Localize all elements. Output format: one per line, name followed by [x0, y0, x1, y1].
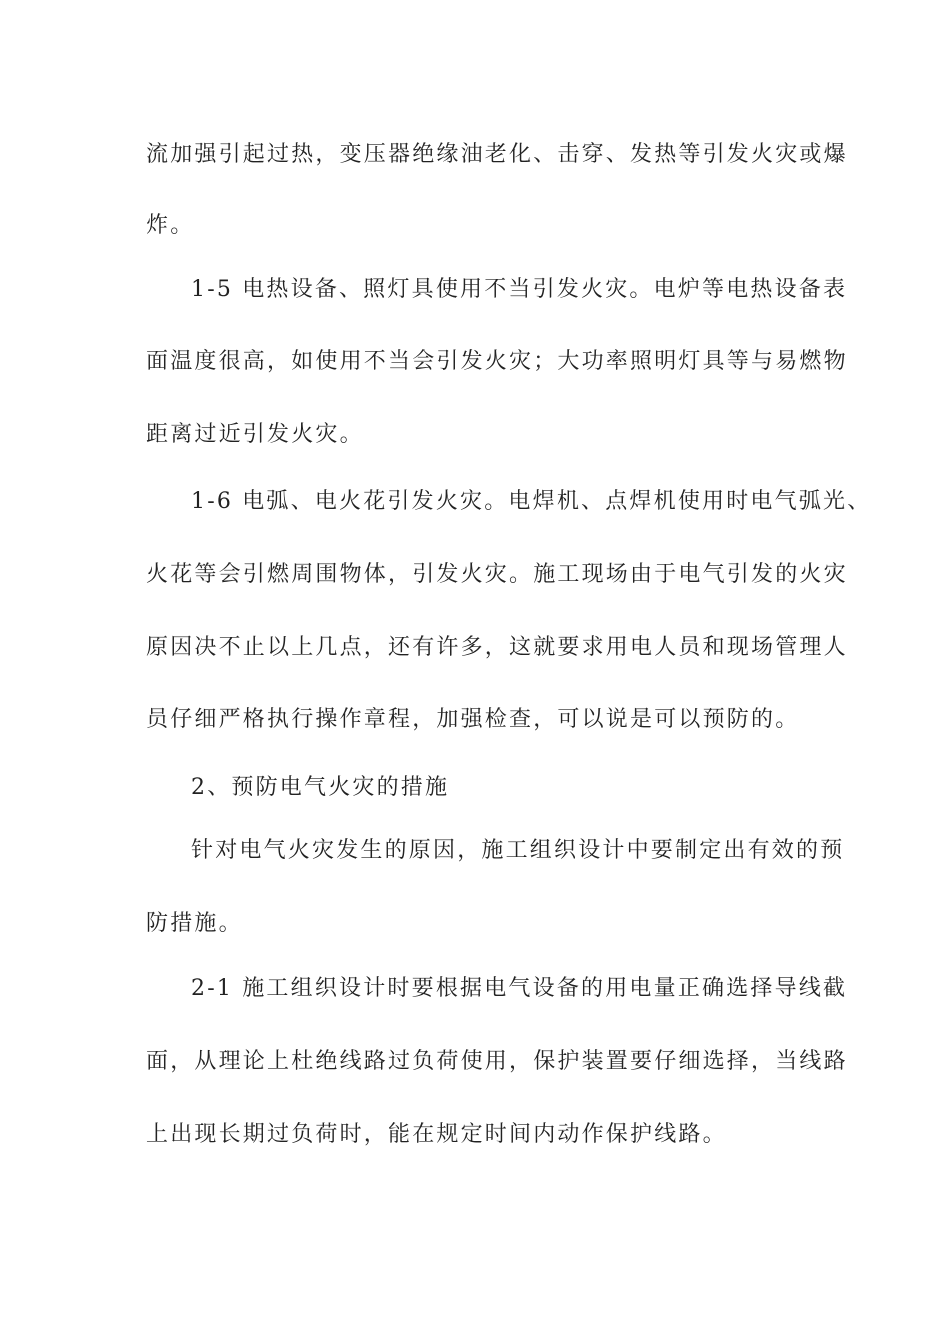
text-line: 上出现长期过负荷时，能在规定时间内动作保护线路。 — [146, 1122, 727, 1147]
text-line: 员仔细严格执行操作章程，加强检查，可以说是可以预防的。 — [146, 707, 800, 732]
text-line: 1-5 电热设备、照灯具使用不当引发火灾。电炉等电热设备表 — [191, 277, 848, 302]
text-line: 炸。 — [146, 213, 195, 238]
text-line: 原因决不止以上几点，还有许多，这就要求用电人员和现场管理人 — [146, 635, 848, 660]
text-line: 面，从理论上杜绝线路过负荷使用，保护装置要仔细选择，当线路 — [146, 1049, 848, 1074]
text-line: 距离过近引发火灾。 — [146, 422, 364, 447]
text-line: 2-1 施工组织设计时要根据电气设备的用电量正确选择导线截 — [191, 976, 848, 1001]
text-line: 1-6 电弧、电火花引发火灾。电焊机、点焊机使用时电气弧光、 — [191, 489, 872, 514]
text-line: 针对电气火灾发生的原因，施工组织设计中要制定出有效的预 — [191, 838, 845, 863]
text-line: 面温度很高，如使用不当会引发火灾；大功率照明灯具等与易燃物 — [146, 349, 848, 374]
text-line: 火花等会引燃周围物体，引发火灾。施工现场由于电气引发的火灾 — [146, 562, 848, 587]
text-line: 防措施。 — [146, 911, 243, 936]
section-heading: 2、预防电气火灾的措施 — [191, 775, 450, 800]
text-line: 流加强引起过热，变压器绝缘油老化、击穿、发热等引发火灾或爆 — [146, 142, 848, 167]
